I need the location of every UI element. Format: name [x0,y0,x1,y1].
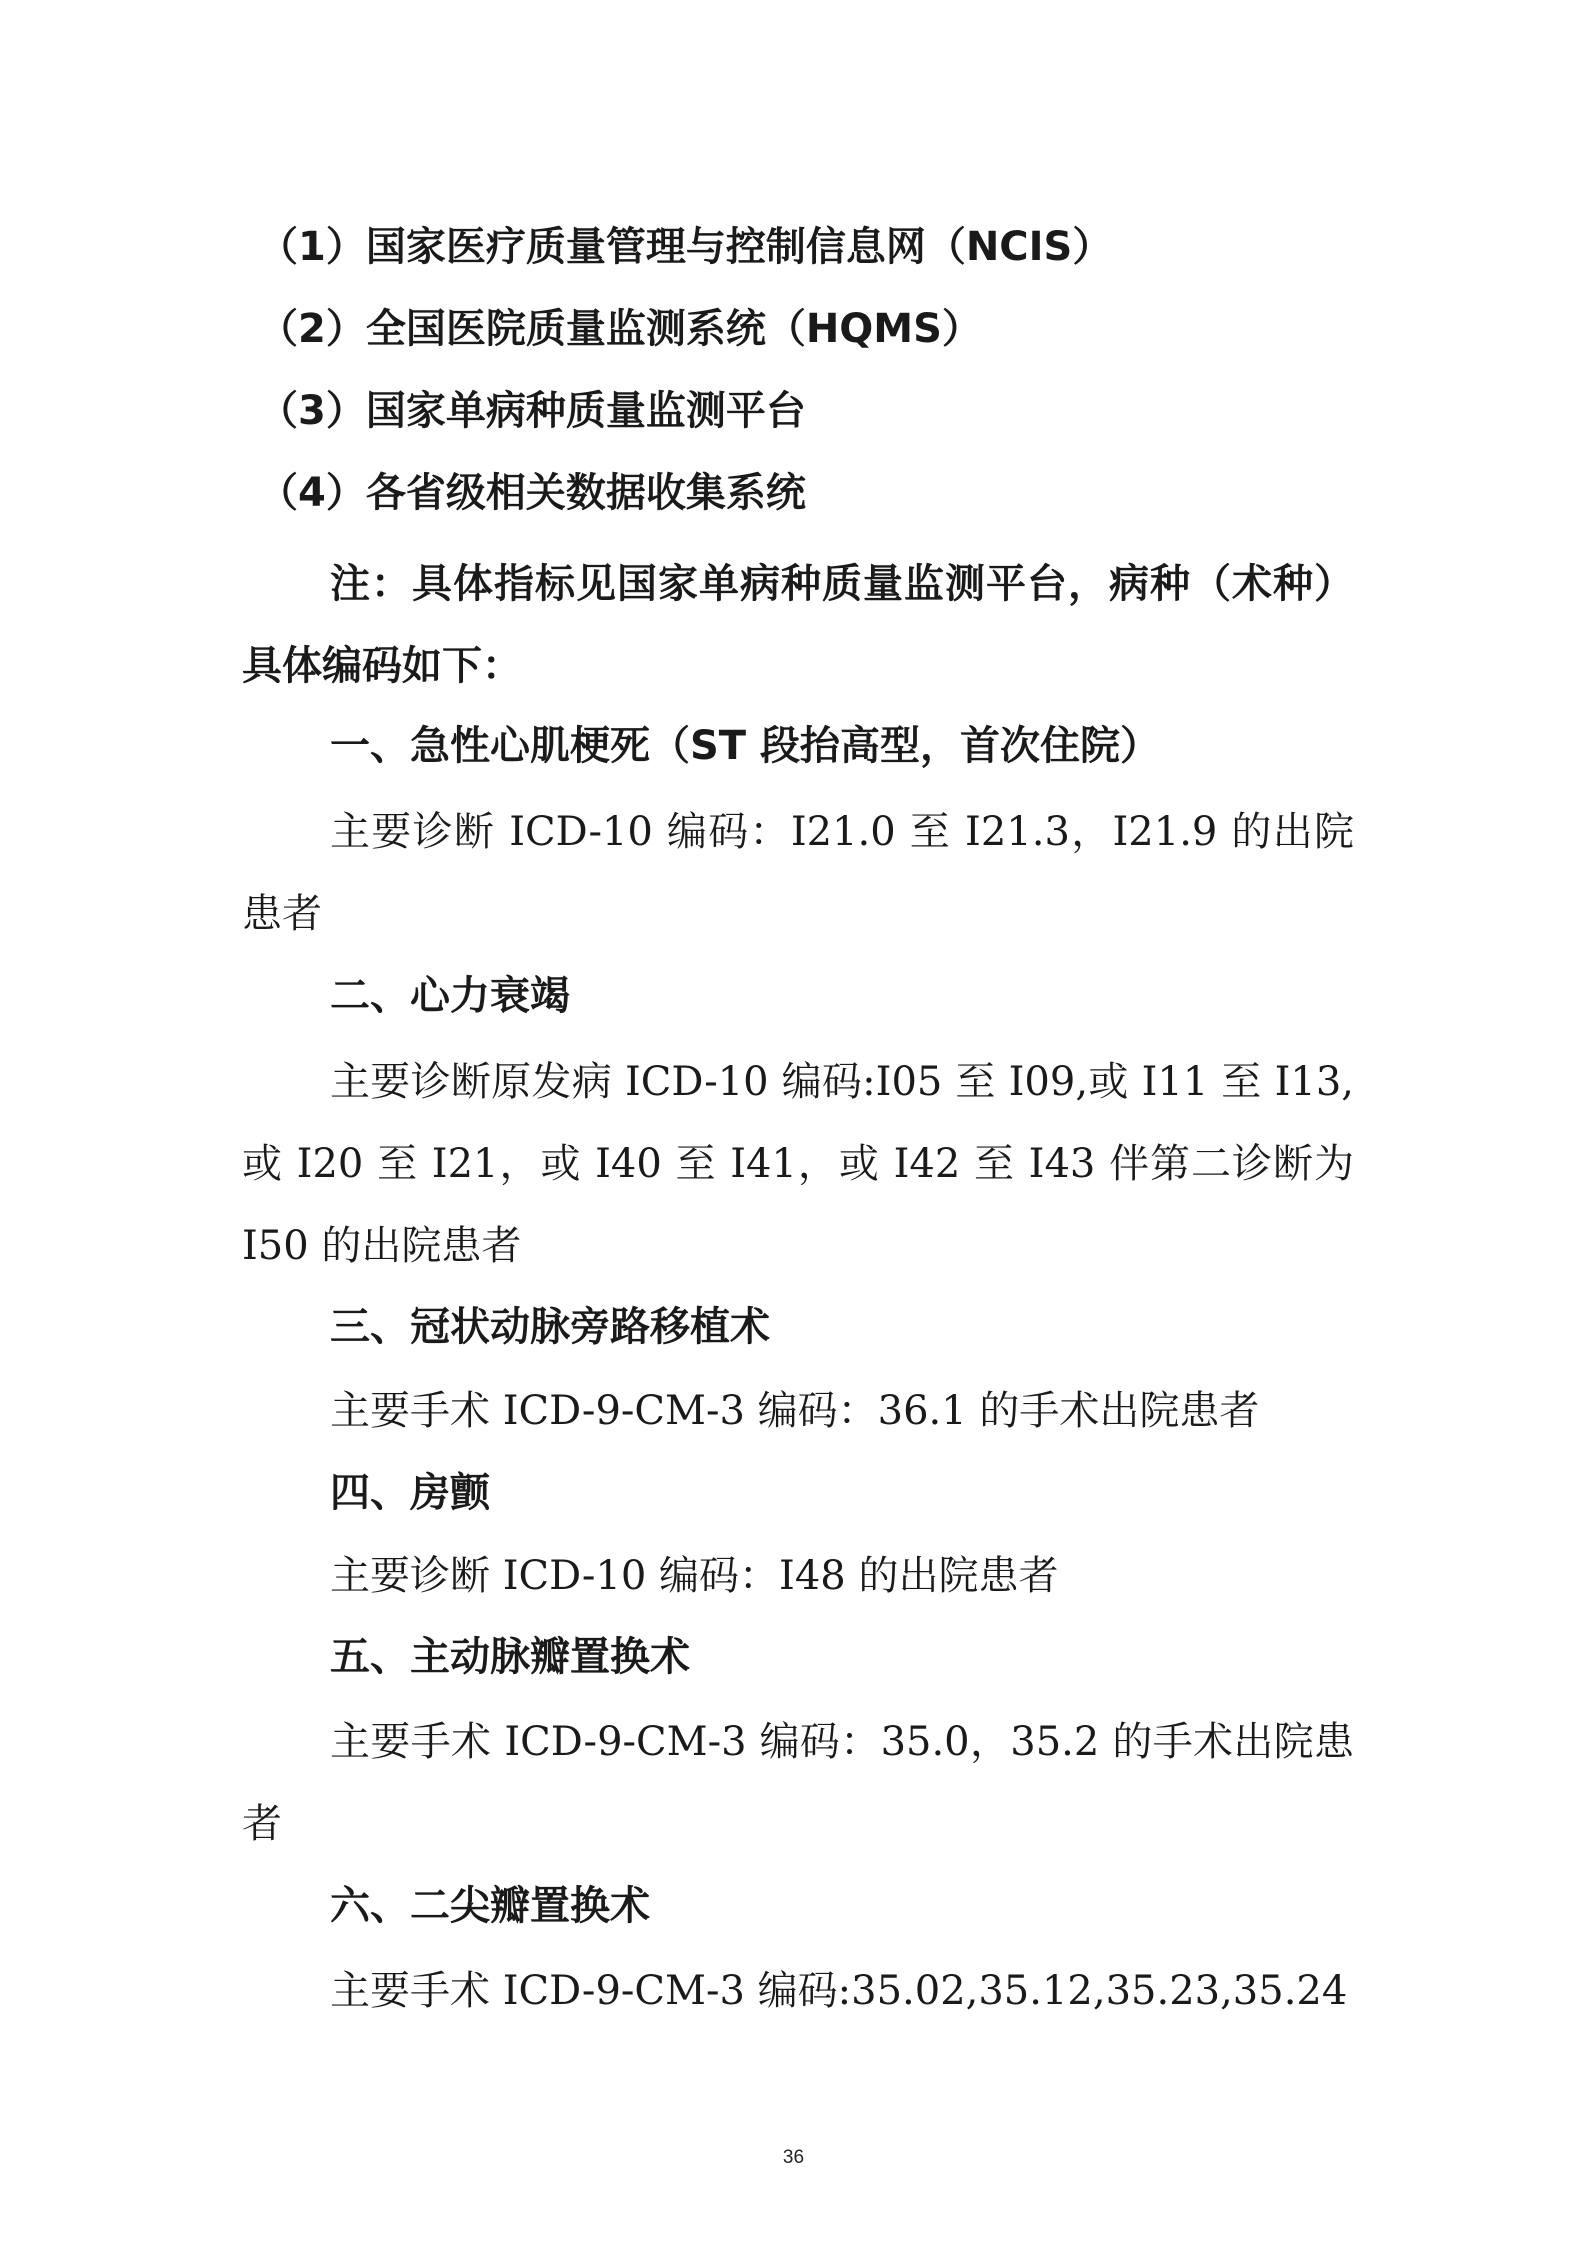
section-body-2-line-1: 主要诊断原发病 ICD-10 编码:I05 至 I09,或 I11 至 I13, [330,1059,1354,1105]
page-number: 36 [782,2147,805,2168]
section-heading-6: 六、二尖瓣置换术 [330,1883,650,1929]
system-item-4: （4）各省级相关数据收集系统 [258,470,806,516]
system-item-3: （3）国家单病种质量监测平台 [258,388,806,434]
section-body-1-line-2: 患者 [242,891,322,937]
system-item-2: （2）全国医院质量监测系统（HQMS） [258,306,982,352]
section-heading-5: 五、主动脉瓣置换术 [330,1634,690,1680]
section-body-2-line-3: I50 的出院患者 [242,1223,522,1269]
section-body-5-line-2: 者 [242,1801,282,1847]
section-heading-3: 三、冠状动脉旁路移植术 [330,1304,770,1350]
note-line-2: 具体编码如下： [242,643,522,689]
section-body-5-line-1: 主要手术 ICD-9-CM-3 编码：35.0，35.2 的手术出院患 [330,1719,1354,1765]
note-line-1: 注：具体指标见国家单病种质量监测平台，病种（术种） [330,561,1354,607]
section-body-3-line-1: 主要手术 ICD-9-CM-3 编码：36.1 的手术出院患者 [330,1388,1260,1434]
section-heading-1: 一、急性心肌梗死（ST 段抬高型，首次住院） [330,723,1161,769]
section-body-1-line-1: 主要诊断 ICD-10 编码：I21.0 至 I21.3，I21.9 的出院 [330,809,1354,855]
section-body-6-line-1: 主要手术 ICD-9-CM-3 编码:35.02,35.12,35.23,35.24 [330,1968,1348,2014]
system-item-1: （1）国家医疗质量管理与控制信息网（NCIS） [258,224,1113,270]
section-body-2-line-2: 或 I20 至 I21，或 I40 至 I41，或 I42 至 I43 伴第二诊断为 [242,1141,1354,1187]
section-heading-2: 二、心力衰竭 [330,973,570,1019]
section-body-4-line-1: 主要诊断 ICD-10 编码：I48 的出院患者 [330,1553,1059,1599]
section-heading-4: 四、房颤 [330,1470,490,1516]
